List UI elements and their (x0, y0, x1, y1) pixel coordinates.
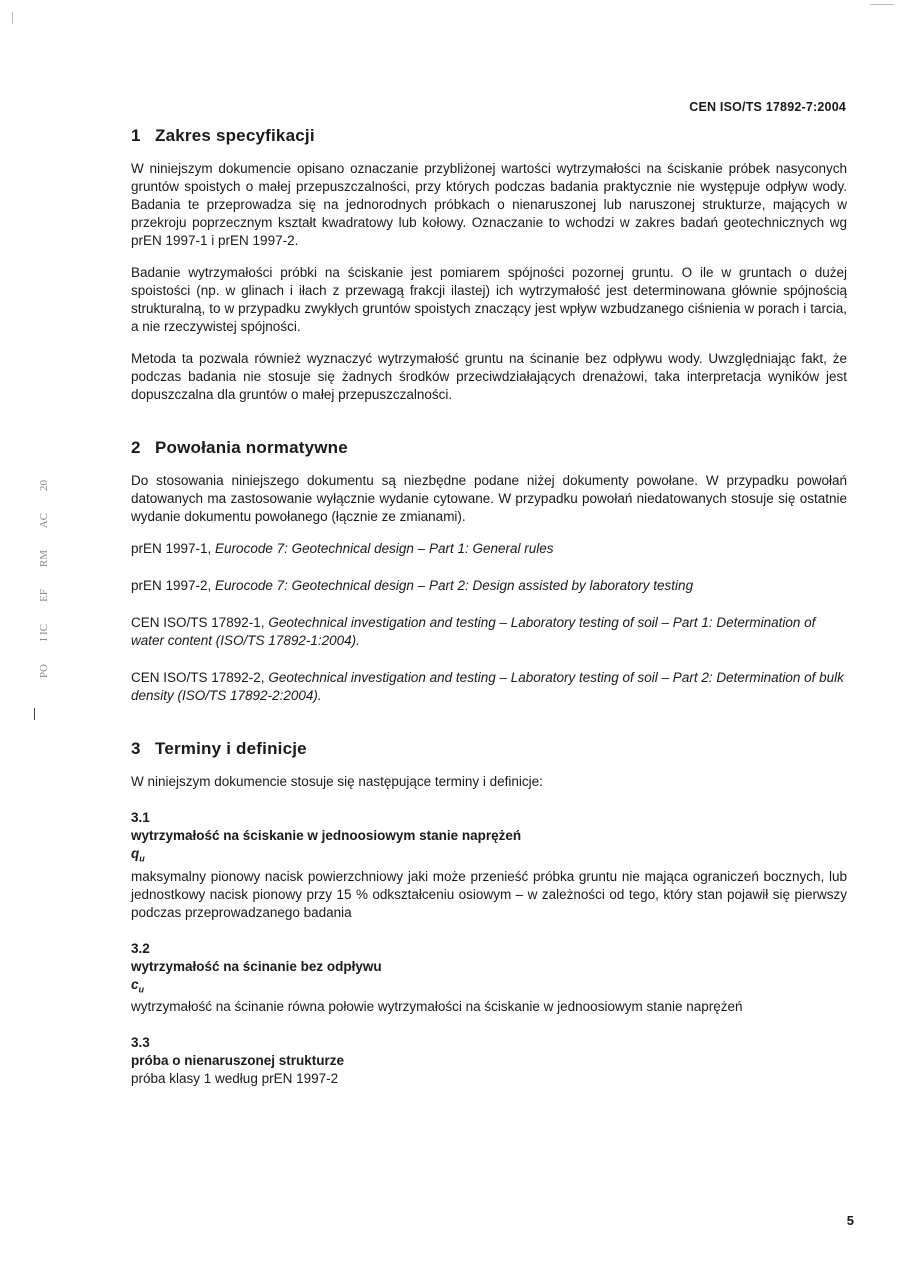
margin-stamp-text: I IC (38, 624, 50, 642)
term-number: 3.3 (131, 1035, 150, 1051)
term-definition: maksymalny pionowy nacisk powierzchniowy jaki może przenieść próbka gruntu nie mająca ograniczeń bocznych, lub jednostkowy nacisk pionowy przy 15 % odkształceniu osiowym – w zależności od tego, który stan pojawił się pierwszy podczas przeprowadzanego badania (131, 868, 847, 920)
paragraph: Do stosowania niniejszego dokumentu są niezbędne podane niżej dokumenty powołane. W przypadku powołań datowanych ma zastosowanie wyłącznie wydanie cytowane. W przypadku powołań niedatowanych stosuje się ostatnie wydanie dokumentu powołanego (łącznie ze zmianami). (131, 473, 847, 524)
term-name: wytrzymałość na ścinanie bez odpływu (131, 958, 382, 974)
term-symbol-base: q (131, 846, 140, 861)
term-entry (131, 809, 847, 922)
term-symbol (131, 976, 847, 999)
section-number: 1 (131, 126, 141, 145)
section-heading (131, 438, 847, 458)
section-heading (131, 126, 847, 146)
section-normative-references (131, 438, 847, 705)
reference-title: Geotechnical investigation and testing – Laboratory testing of soil – Part 2: Determination of bulk density (ISO/TS 17892-2:2004). (131, 670, 844, 703)
reference-code: prEN 1997-2, (131, 578, 216, 593)
term-number: 3.1 (131, 810, 150, 825)
section-title: Zakres specyfikacji (155, 126, 315, 145)
term-definition: próba klasy 1 według prEN 1997-2 (131, 1071, 339, 1087)
scan-mark (12, 12, 13, 24)
term-symbol-subscript: u (138, 984, 145, 995)
margin-stamp-text: 20 (38, 480, 50, 491)
paragraph: Badanie wytrzymałości próbki na ściskanie jest pomiarem spójności pozornej gruntu. O ile w gruntach o dużej spoistości (np. w glinach i iłach z przewagą frakcji ilastej) ich wytrzymałość jest determinowana głównie spójnością strukturalną, to w przypadku zwykłych gruntów spoistych znaczący jest wpływ wzbudzanego ciśnienia w porach i tarcia, a nie rzeczywistej spójności. (131, 265, 847, 334)
term-symbol (131, 845, 847, 868)
term-name: wytrzymałość na ściskanie w jednoosiowym stanie naprężeń (131, 828, 522, 843)
section-number: 3 (131, 739, 141, 758)
reference-code: CEN ISO/TS 17892-1, (131, 615, 269, 630)
reference-title: Eurocode 7: Geotechnical design – Part 2: Design assisted by laboratory testing (215, 578, 694, 593)
page-number: 5 (846, 1213, 854, 1228)
reference-item (131, 614, 847, 650)
reference-code: CEN ISO/TS 17892-2, (131, 670, 269, 685)
margin-stamp-text: AC (38, 513, 50, 529)
section-scope (131, 126, 847, 404)
reference-title: Geotechnical investigation and testing – Laboratory testing of soil – Part 1: Determination of water content (ISO/TS 17892-1:2004). (131, 615, 816, 648)
term-number: 3.2 (131, 940, 150, 956)
section-title: Powołania normatywne (155, 438, 348, 457)
reference-item (131, 540, 847, 558)
reference-code: prEN 1997-1, (131, 541, 216, 556)
reference-title: Eurocode 7: Geotechnical design – Part 1: General rules (215, 541, 554, 556)
margin-stamp-text: PO (38, 663, 50, 678)
term-symbol-base: c (131, 976, 139, 992)
scan-mark (870, 4, 894, 5)
section-title: Terminy i definicje (155, 739, 307, 758)
section-terms-definitions (131, 739, 847, 1088)
margin-stamp-text: RM (38, 550, 50, 568)
paragraph: W niniejszym dokumencie opisano oznaczanie przybliżonej wartości wytrzymałości na ściskanie próbek nasyconych gruntów spoistych o małej przepuszczalności, przy których podczas badania praktycznie nie występuje odpływ wody. Badania te przeprowadza się na jednorodnych próbkach o nienaruszonej lub naruszonej strukturze, mających w przekroju poprzecznym kształt kwadratowy lub kołowy. Oznaczanie to wchodzi w zakres badań geotechnicznych wg prEN 1997-1 i prEN 1997-2. (131, 161, 847, 248)
term-definition: wytrzymałość na ścinanie równa połowie wytrzymałości na ściskanie w jednoosiowym stanie naprężeń (131, 999, 743, 1015)
margin-stamp-text: EF (38, 589, 50, 603)
section-heading (131, 739, 847, 759)
term-entry (131, 1034, 847, 1088)
term-entry (131, 940, 847, 1017)
scan-mark (34, 708, 35, 720)
term-symbol-subscript: u (139, 853, 145, 864)
section-number: 2 (131, 438, 141, 457)
reference-item (131, 669, 847, 705)
running-header: CEN ISO/TS 17892-7:2004 (689, 100, 846, 114)
paragraph: W niniejszym dokumencie stosuje się następujące terminy i definicje: (131, 774, 543, 789)
paragraph: Metoda ta pozwala również wyznaczyć wytrzymałość gruntu na ścinanie bez odpływu wody. Uwzględniając fakt, że podczas badania nie stosuje się żadnych środków przeciwdziałających drenażowi, taka interpretacja wyników jest dopuszczalna dla gruntów o małej przepuszczalności. (131, 351, 847, 402)
term-name: próba o nienaruszonej strukturze (131, 1053, 345, 1069)
document-body (131, 126, 847, 1122)
margin-stamp (38, 480, 56, 820)
reference-item (131, 577, 847, 595)
